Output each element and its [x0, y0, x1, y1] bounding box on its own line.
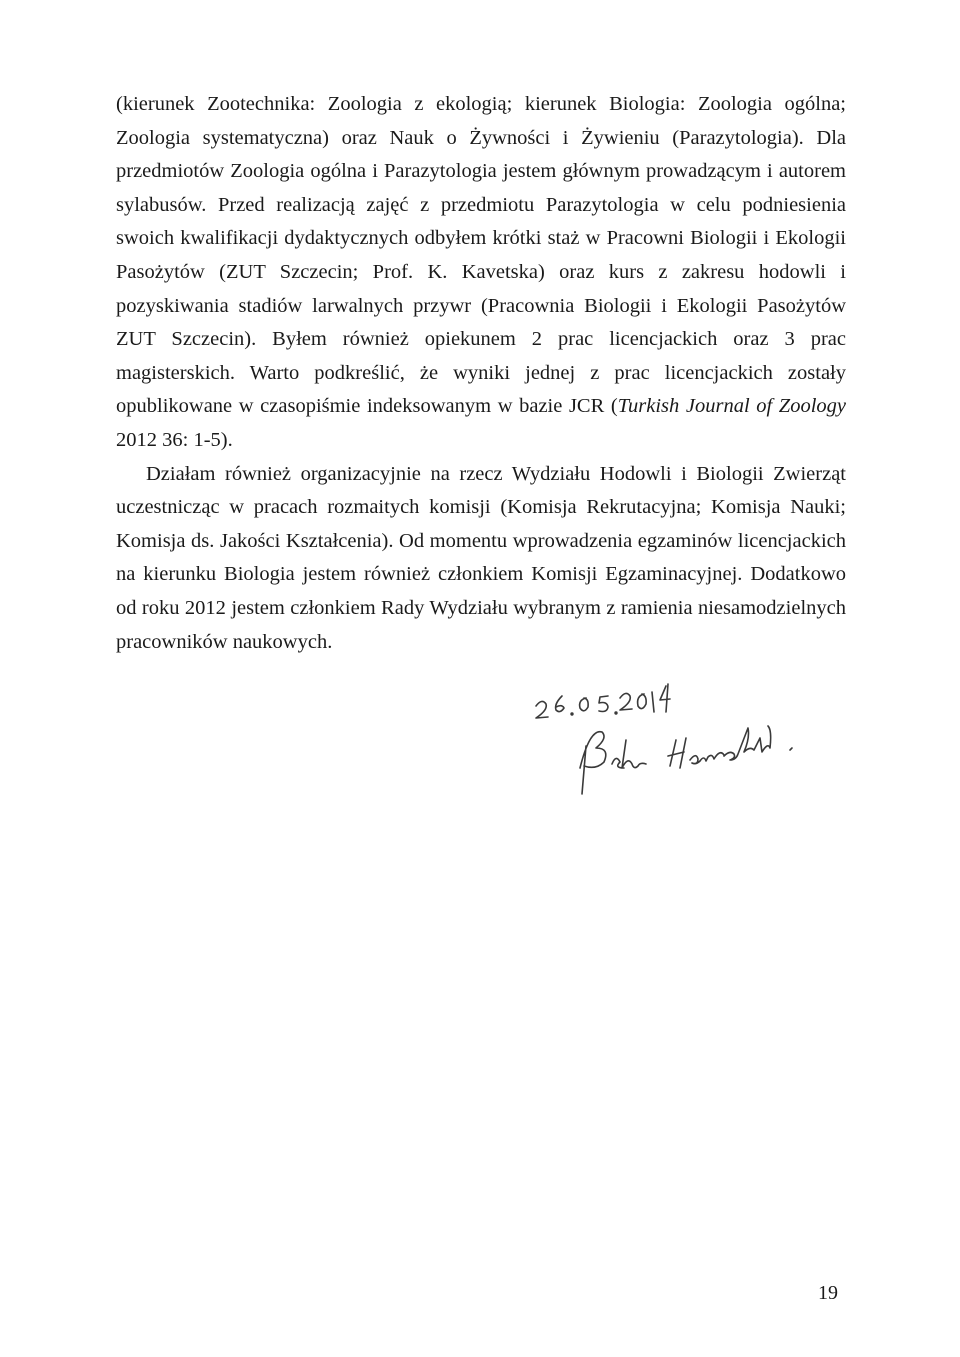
page-number: 19 — [818, 1282, 838, 1304]
body-text — [116, 88, 846, 659]
paragraph-1-text: (kierunek Zootechnika: Zoologia z ekologią; kierunek Biologia: Zoologia ogólna; Zoologia systematyczna) oraz Nauk o Żywności i Żywieniu (Parazytologia). Dla przedmiotów Zoologia ogólna i Parazytologia jestem głównym prowadzącym i autorem sylabusów. Przed realizacją zajęć z przedmiotu Parazytologia w celu podniesienia swoich kwalifikacji dydaktycznych odbyłem krótki staż w Pracowni Biologii i Ekologii Pasożytów (ZUT Szczecin; Prof. K. Kavetska) oraz kurs z zakresu hodowli i pozyskiwania stadiów larwalnych przywr (Pracownia Biologii i Ekologii Pasożytów ZUT Szczecin). Byłem również opiekunem 2 prac licencjackich oraz 3 prac magisterskich. Warto podkreślić, że wyniki jednej z prac licencjackich zostały opublikowane w czasopiśmie indeksowanym w bazie JCR ( — [116, 93, 846, 418]
paragraph-1 — [116, 88, 846, 458]
paragraph-1-citation: 2012 36: 1-5). — [116, 428, 233, 451]
journal-title: Turkish Journal of Zoology — [617, 395, 846, 418]
paragraph-2 — [116, 458, 846, 660]
paragraph-2-text: Działam również organizacyjnie na rzecz Wydziału Hodowli i Biologii Zwierząt uczestnicząc w pracach rozmaitych komisji (Komisja Rekrutacyjna; Komisja Nauki; Komisja ds. Jakości Kształcenia). Od momentu wprowadzenia egzaminów licencjackich na kierunku Biologia jestem również członkiem Komisji Egzaminacyjnej. Dodatkowo od roku 2012 jestem członkiem Rady Wydziału wybranym z ramienia niesamodzielnych pracowników naukowych. — [116, 462, 846, 653]
handwritten-signature — [520, 668, 850, 838]
